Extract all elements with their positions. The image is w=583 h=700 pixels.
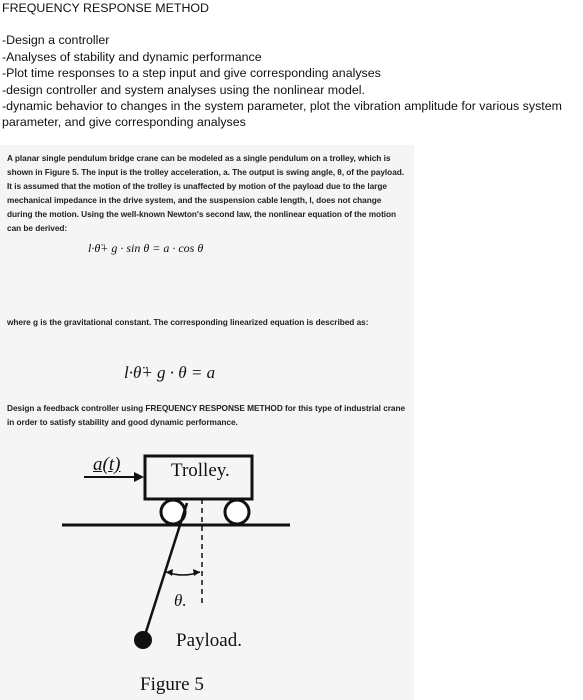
page-title: FREQUENCY RESPONSE METHOD [2,1,209,15]
requirement-item-4: -design controller and system analyses using the nonlinear model. [2,82,365,97]
design-task: Design a feedback controller using FREQUENCY RESPONSE METHOD for this type of industrial crane in order to satisfy stability and good dynamic performance. [7,403,406,427]
requirement-item-1: -Design a controller [2,33,110,48]
angle-arrowhead-left [166,569,173,576]
acceleration-arrowhead [134,472,144,482]
nonlinear-equation: l·θ̈+ g · sin θ = a · cos θ [88,241,204,255]
angle-label: θ. [174,591,187,610]
problem-statement-image [0,145,414,700]
acceleration-label: a(t) [93,454,121,475]
requirement-item-3: -Plot time responses to a step input and give corresponding analyses [2,66,381,81]
linearized-equation: l·θ̈+ g · θ = a [124,363,216,382]
crane-diagram [0,445,414,700]
angle-arrowhead-right [193,569,200,576]
requirements-section [2,0,582,131]
figure-caption: Figure 5 [140,674,204,695]
payload-label: Payload. [176,630,242,651]
trolley-label: Trolley. [171,460,230,481]
requirement-item-5: -dynamic behavior to changes in the system parameter, plot the vibration amplitude for various system parameter, and give corresponding analyses [2,99,562,130]
right-wheel [225,500,249,524]
crane-figure [0,445,414,700]
gravity-note: where g is the gravitational constant. The corresponding linearized equation is described as: [7,317,369,327]
requirement-item-2: -Analyses of stability and dynamic performance [2,49,262,64]
problem-intro: A planar single pendulum bridge crane can be modeled as a single pendulum on a trolley, which is shown in Figure 5. The input is the trolley acceleration, a. The output is swing angle, θ, of the payload. It is assumed that the motion of the trolley is unaffected by motion of the payload due to the large mechanical impedance in the drive system, and the suspension cable length, l, does not change during the motion. Using the well-known Newton's second law, the nonlinear equation of the motion can be derived: [7,153,405,233]
payload-mass [134,631,152,649]
